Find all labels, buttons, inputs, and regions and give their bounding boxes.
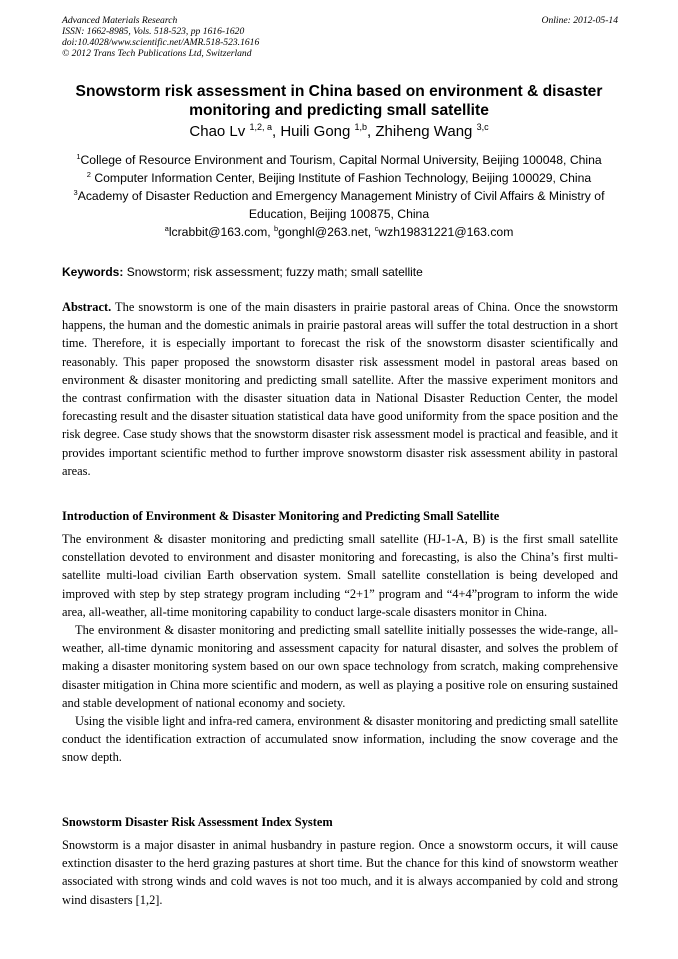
author-name: Zhiheng Wang (375, 123, 477, 140)
section-heading-index-system: Snowstorm Disaster Risk Assessment Index System (62, 815, 333, 829)
section-heading-intro: Introduction of Environment & Disaster Monitoring and Predicting Small Satellite (62, 509, 500, 523)
abstract-label: Abstract. (62, 300, 112, 314)
section-index-body (62, 836, 618, 909)
keywords-label: Keywords: (62, 265, 124, 279)
email-b[interactable]: gonghl@263.net, (278, 225, 375, 239)
copyright-line: © 2012 Trans Tech Publications Ltd, Switzerland (62, 48, 252, 59)
paragraph: Snowstorm is a major disaster in animal husbandry in pasture region. Once a snowstorm occurs, it will cause extinction disaster to the herd grazing pastures at short time. But the chance for this kind of snowstorm weather associated with strong winds and cold waves is not too much, and it is always accompanied by cold and strong wind disasters [1,2]. (62, 838, 618, 907)
affiliation-1 (40, 153, 638, 168)
author-sup: 3,c (476, 122, 489, 132)
paragraph: The environment & disaster monitoring and predicting small satellite initially possesses the wide-range, all-weather, all-time dynamic monitoring and assessment capacity for natural disaster, and solves the problem of making a disaster monitoring system based on our own space technology from scratch, making comprehensive disaster mitigation in China more scientific and modern, as well as playing a positive role on ensuring sustained and stable development of national economy and society. (62, 623, 618, 710)
affiliation-sup: 1 (76, 152, 81, 161)
affiliation-text: Academy of Disaster Reduction and Emergency Management Ministry of Civil Affairs & Ministry of (77, 189, 605, 203)
affiliation-sup: 3 (73, 188, 78, 197)
doi-line: doi:10.4028/www.scientific.net/AMR.518-523.1616 (62, 37, 260, 48)
affiliation-2 (40, 171, 638, 186)
affiliation-text: College of Resource Environment and Tourism, Capital Normal University, Beijing 100048, China (80, 153, 602, 167)
issn-line: ISSN: 1662-8985, Vols. 518-523, pp 1616-1620 (62, 26, 245, 37)
email-sup: c (374, 224, 379, 233)
author-name: Huili Gong (280, 123, 355, 140)
email-sup: a (164, 224, 169, 233)
paragraph: The environment & disaster monitoring and predicting small satellite (HJ-1-A, B) is the first small satellite constellation devoted to environment and disaster monitoring and forecasting, is also the China’s first multi-satellite multi-load civilian Earth observation system. Small satellite constellation is being developed and improved with step by step strategy program including “2+1” program and “4+4”program to inform the wide area, all-weather, all-time monitoring capability to conduct large-scale disasters monitor in China. (62, 532, 618, 619)
email-sup: b (274, 224, 279, 233)
author-sep: , (271, 123, 281, 140)
paragraph: Using the visible light and infra-red camera, environment & disaster monitoring and predicting small satellite conduct the identification extraction of accumulated snow information, including the snow coverage and the snow depth. (62, 714, 618, 765)
title-line-2: monitoring and predicting small satellite (189, 102, 489, 119)
keywords (62, 265, 618, 280)
title-line-1: Snowstorm risk assessment in China based on environment & disaster (75, 83, 603, 100)
affiliation-sup: 2 (86, 170, 91, 179)
section-intro-body (62, 530, 618, 767)
abstract-text: The snowstorm is one of the main disasters in prairie pastoral areas of China. Once the snowstorm happens, the human and the domestic animals in prairie pastoral areas will suffer the total destruction in a short time. Therefore, it is especially important to forecast the risk of the snowstorm disaster scientifically and reasonably. This paper proposed the snowstorm disaster risk assessment model in pastoral areas based on environment & disaster monitoring and predicting small satellite. After the massive experiment monitors and the contrast confirmation with the disaster situation data in National Disaster Reduction Center, the model forecasting result and the disaster situation statistical data have good uniformity from the space position and the risk degree. Case study shows that the snowstorm disaster risk assessment model is practical and feasible, and it provides important scientific method to further improve snowstorm disaster risk assessment ability in pastoral areas. (62, 300, 618, 478)
abstract (62, 298, 618, 480)
author-list (40, 123, 638, 141)
paper-title (40, 82, 638, 120)
email-a[interactable]: lcrabbit@163.com, (168, 225, 274, 239)
author-sup: 1,2, a (249, 122, 272, 132)
journal-header (62, 15, 618, 59)
email-c[interactable]: wzh19831221@163.com (378, 225, 514, 239)
affiliation-3-cont: Education, Beijing 100875, China (248, 207, 430, 221)
author-sep: , (367, 123, 376, 140)
affiliation-text: Computer Information Center, Beijing Institute of Fashion Technology, Beijing 100029, China (90, 171, 592, 185)
email-line (40, 225, 638, 240)
keywords-text: Snowstorm; risk assessment; fuzzy math; small satellite (123, 265, 423, 279)
author-name: Chao Lv (189, 123, 250, 140)
online-date: Online: 2012-05-14 (541, 15, 618, 26)
journal-name: Advanced Materials Research (62, 15, 178, 26)
author-sup: 1,b (354, 122, 368, 132)
affiliation-3 (40, 189, 638, 204)
